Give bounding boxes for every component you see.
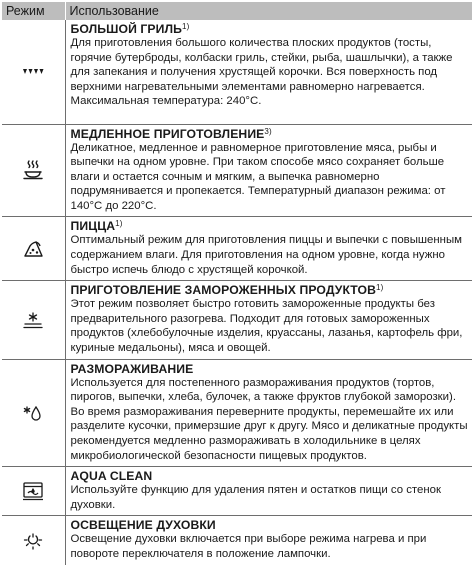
frozen-food-icon bbox=[22, 311, 44, 329]
mode-icon-cell bbox=[2, 217, 65, 281]
table-row bbox=[2, 359, 472, 467]
mode-text-cell bbox=[65, 217, 472, 281]
mode-icon-cell bbox=[2, 516, 65, 565]
defrost-snowflake-drop-icon bbox=[21, 404, 45, 422]
mode-title: МЕДЛЕННОЕ ПРИГОТОВЛЕНИЕ$^{3)}$ bbox=[70, 126, 272, 141]
aqua-clean-icon bbox=[21, 481, 45, 501]
table-row bbox=[2, 124, 472, 217]
mode-icon-cell bbox=[2, 467, 65, 516]
mode-description: Освещение духовки включается при выборе режима нагрева и при повороте переключателя в положение лампочки. bbox=[70, 533, 427, 560]
mode-text-cell bbox=[65, 359, 472, 467]
mode-text-cell bbox=[65, 467, 472, 516]
table-row bbox=[2, 217, 472, 281]
mode-icon-cell bbox=[2, 359, 65, 467]
grill-heating-elements-icon bbox=[22, 67, 44, 77]
mode-text-cell bbox=[65, 516, 472, 565]
mode-icon-cell bbox=[2, 20, 65, 124]
slow-cook-pot-icon bbox=[22, 160, 44, 180]
mode-description: Используйте функцию для удаления пятен и остатков пищи со стенок духовки. bbox=[70, 484, 441, 511]
mode-title: ПРИГОТОВЛЕНИЕ ЗАМОРОЖЕННЫХ ПРОДУКТОВ$^{1)}$ bbox=[70, 283, 384, 298]
table-header-row bbox=[2, 2, 472, 20]
mode-icon-cell bbox=[2, 281, 65, 359]
mode-title: РАЗМОРАЖИВАНИЕ bbox=[70, 361, 194, 376]
header-usage: Использование bbox=[65, 2, 472, 20]
mode-description: Оптимальный режим для приготовления пиццы и выпечки с повышенным содержанием влаги. Для приготовления на одном уровне, когда нужно быстро испечь блюдо с хрустящей корочкой. bbox=[70, 234, 462, 276]
mode-description: Используется для постепенного размораживания продуктов (тортов, пирогов, выпечки, хлеба, булочек, а также фруктов глубокой заморозки). Во время размораживания переверните продукты, перемешайте их или разделите кусочки, примерзшие друг к другу. Мясо и деликатные продукты рекомендуется медленно размораживать в холодильнике в целях микробиологической безопасности пищевых продуктов. bbox=[70, 376, 468, 462]
header-mode: Режим bbox=[2, 2, 65, 20]
pizza-slice-icon bbox=[22, 240, 44, 258]
mode-text-cell bbox=[65, 20, 472, 124]
mode-icon-cell bbox=[2, 124, 65, 217]
table-row bbox=[2, 467, 472, 516]
mode-title: AQUA CLEAN bbox=[70, 469, 153, 484]
mode-title: БОЛЬШОЙ ГРИЛЬ$^{1)}$ bbox=[70, 22, 190, 36]
table-row bbox=[2, 516, 472, 565]
mode-description: Деликатное, медленное и равномерное приготовление мяса, рыбы и выпечки на одном уровне. При таком способе мясо сохраняет больше влаги и остается сочным и мягким, а выпечка равномерно подрумянивается и пропекается. Температурный диапазон режима: от 140°C до 220°C. bbox=[70, 141, 446, 212]
mode-description: Этот режим позволяет быстро готовить замороженные продукты без предварительного разогрева. Подходит для готовых замороженных продуктов (хлебобулочные изделия, круассаны, лазанья, картофель фри, куриные медальоны), мяса и овощей. bbox=[70, 298, 463, 355]
mode-title: ПИЦЦА$^{1)}$ bbox=[70, 219, 123, 234]
mode-text-cell bbox=[65, 124, 472, 217]
mode-title: ОСВЕЩЕНИЕ ДУХОВКИ bbox=[70, 518, 216, 533]
mode-description: Для приготовления большого количества плоских продуктов (тосты, горячие бутерброды, колбаски гриль, стейки, рыба, шашлычки), а также для запекания и получения хрустящей корочки. Вся поверхность под верхними нагревательными элементами равномерно нагревается. bbox=[70, 37, 453, 93]
table-row bbox=[2, 20, 472, 124]
mode-text-cell bbox=[65, 281, 472, 359]
mode-max-temp: Максимальная температура: 240°C. bbox=[70, 95, 262, 108]
oven-modes-table bbox=[2, 2, 472, 565]
oven-light-bulb-icon bbox=[22, 530, 44, 550]
table-row bbox=[2, 281, 472, 359]
